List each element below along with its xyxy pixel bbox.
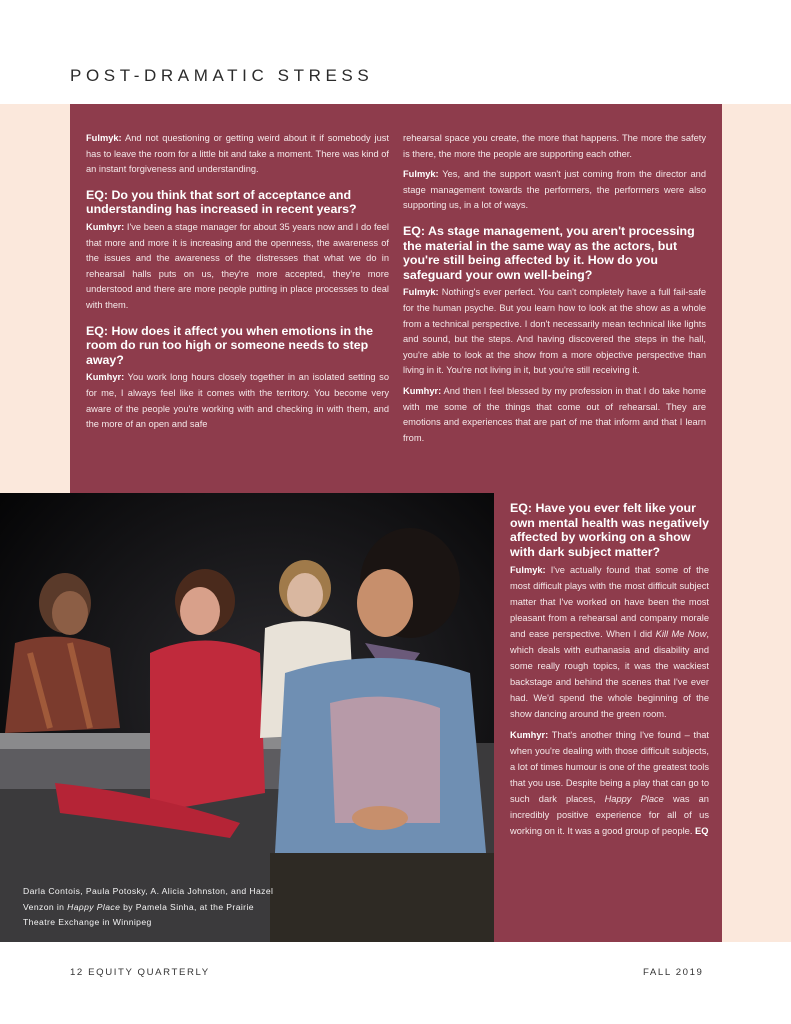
paragraph bbox=[510, 727, 709, 839]
answer-text: That's another thing I've found – that when you're dealing with those difficult subjects, a lot of times humour is one of the greatest tools that you use. Despite being a play that can go to such dark places, bbox=[510, 730, 709, 805]
speaker-name: Fulmyk: bbox=[510, 565, 546, 576]
end-mark: EQ bbox=[695, 826, 709, 837]
paragraph bbox=[403, 285, 706, 379]
page-title: POST-DRAMATIC STRESS bbox=[70, 66, 374, 85]
photo-caption bbox=[23, 884, 283, 931]
paragraph bbox=[403, 384, 706, 446]
article-column-1 bbox=[86, 131, 389, 438]
caption-play-title: Happy Place bbox=[67, 901, 121, 912]
footer-issue-date: FALL 2019 bbox=[643, 967, 704, 978]
paragraph bbox=[403, 167, 706, 214]
interview-question: EQ: Do you think that sort of acceptance and understanding has increased in recent years? bbox=[86, 187, 357, 217]
paragraph bbox=[86, 131, 389, 178]
article-column-2 bbox=[403, 131, 706, 451]
speaker-name: Fulmyk: bbox=[403, 287, 439, 298]
caption-text: by Pamela Sinha, at the Prairie Theatre Exchange in Winnipeg bbox=[23, 901, 254, 927]
paragraph bbox=[403, 131, 706, 162]
play-title: Kill Me Now bbox=[655, 629, 707, 640]
stage-scene-illustration bbox=[0, 493, 494, 942]
footer-page-info: 12 EQUITY QUARTERLY bbox=[70, 967, 210, 978]
answer-text: , which deals with euthanasia and disability and some really rough topics, it was the wackiest backstage and behind the scenes that I've ever had. We'd spend the whole beginning of the show dancing around the green room. bbox=[510, 629, 709, 720]
answer-text: I've been a stage manager for about 35 years now and I do feel that more and more it is increasing and the openness, the awareness of the issues and the awareness of the distresses that what we do in rehearsal halls puts on us, they're more accepted, they're more understood and there are more people putting in place processes to deal with them. bbox=[86, 221, 389, 310]
speaker-name: Kumhyr: bbox=[510, 730, 549, 741]
article-column-3 bbox=[510, 501, 709, 844]
answer-text: And then I feel blessed by my profession in that I do take home with me some of the things that come out of rehearsal. They are emotions and experiences that are part of me that inform and that I learn from. bbox=[403, 385, 706, 443]
interview-question: EQ: Have you ever felt like your own mental health was negatively affected by working on a show with dark subject matter? bbox=[510, 501, 709, 559]
speaker-name: Fulmyk: bbox=[86, 133, 122, 143]
answer-text: rehearsal space you create, the more that happens. The more the safety is there, the more the people are supporting each other. bbox=[403, 133, 706, 159]
answer-text: was an incredibly positive experience for all of us working on it. It was a good group of people. bbox=[510, 794, 709, 837]
speaker-name: Fulmyk: bbox=[403, 169, 439, 180]
production-photo bbox=[0, 493, 494, 942]
paragraph bbox=[86, 220, 389, 314]
speaker-name: Kumhyr: bbox=[86, 372, 125, 383]
answer-text: You work long hours closely together in an isolated setting so for me, I always feel like it comes with the territory. You become very aware of the people you're working with and checking in with them, and the more of an open and safe bbox=[86, 372, 389, 430]
paragraph bbox=[86, 370, 389, 432]
answer-text: I've actually found that some of the most difficult plays with the most difficult subject matter that I've worked on have been the most pleasant from a rehearsal and company morale and ease perspective. When I did bbox=[510, 565, 709, 640]
interview-question: EQ: How does it affect you when emotions in the room do run too high or someone needs to step away? bbox=[86, 323, 374, 367]
speaker-name: Kumhyr: bbox=[403, 385, 442, 396]
answer-text: And not questioning or getting weird about it if somebody just has to leave the room for a little bit and take a moment. There was kind of an instant forgiveness and understanding. bbox=[86, 133, 389, 175]
caption-text: Darla Contois, Paula Potosky, A. Alicia Johnston, and Hazel Venzon in bbox=[23, 886, 274, 912]
speaker-name: Kumhyr: bbox=[86, 221, 125, 232]
play-title: Happy Place bbox=[604, 794, 664, 805]
paragraph bbox=[510, 562, 709, 722]
answer-text: Yes, and the support wasn't just coming from the director and stage management towards the performers, the performers were also supporting us, in a lot of ways. bbox=[403, 169, 706, 211]
interview-question: EQ: As stage management, you aren't processing the material in the same way as the actors, but you're still being affected by it. How do you safeguard your own well-being? bbox=[403, 223, 695, 282]
answer-text: Nothing's ever perfect. You can't completely have a full fail-safe for the human psyche. But you learn how to look at the show as a whole from a technical perspective. I don't necessarily mean technical like lights and sound, but the steps. And having discovered the steps in the hall, you're able to look at the show from a more objective perspective than living in it. You're not living in it, but you're still receiving it. bbox=[403, 287, 706, 376]
